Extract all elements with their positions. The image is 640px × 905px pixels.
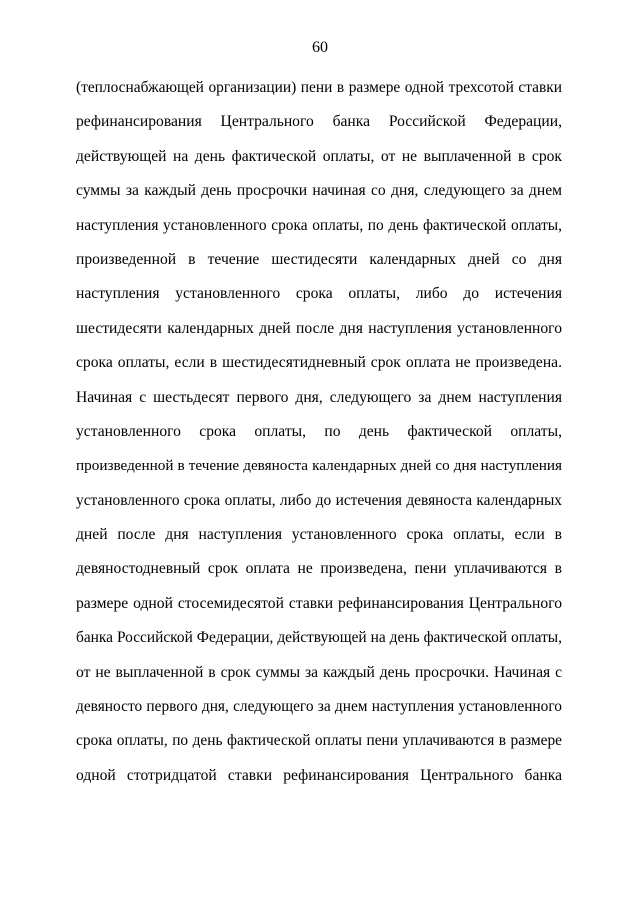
text-line-9: срока оплаты, если в шестидесятидневный срок оплата не произведена. bbox=[76, 354, 562, 372]
text-line-12: произведенной в течение девяноста календарных дней со дня наступления bbox=[76, 457, 562, 475]
text-line-14: дней после дня наступления установленного срока оплаты, если в bbox=[76, 526, 562, 544]
text-line-8: шестидесяти календарных дней после дня наступления установленного bbox=[76, 319, 562, 337]
text-line-13: установленного срока оплаты, либо до истечения девяноста календарных bbox=[76, 491, 562, 509]
text-line-3: действующей на день фактической оплаты, от не выплаченной в срок bbox=[76, 147, 562, 165]
text-line-16: размере одной стосемидесятой ставки рефинансирования Центрального bbox=[76, 594, 562, 612]
text-line-7: наступления установленного срока оплаты, либо до истечения bbox=[76, 285, 562, 303]
text-line-1: (теплоснабжающей организации) пени в размере одной трехсотой ставки bbox=[76, 79, 562, 96]
text-line-18: от не выплаченной в срок суммы за каждый день просрочки. Начиная с bbox=[76, 663, 562, 681]
text-line-17: банка Российской Федерации, действующей на день фактической оплаты, bbox=[76, 629, 562, 647]
text-line-21: одной стотридцатой ставки рефинансирования Центрального банка bbox=[76, 766, 562, 784]
text-line-15: девяностодневный срок оплата не произведена, пени уплачиваются в bbox=[76, 560, 562, 578]
text-line-2: рефинансирования Центрального банка Российской Федерации, bbox=[76, 113, 562, 131]
text-line-20: срока оплаты, по день фактической оплаты пени уплачиваются в размере bbox=[76, 732, 562, 750]
text-line-10: Начиная с шестьдесят первого дня, следующего за днем наступления bbox=[76, 388, 562, 406]
page-number: 60 bbox=[312, 39, 328, 56]
text-line-6: произведенной в течение шестидесяти календарных дней со дня bbox=[76, 250, 562, 268]
text-line-5: наступления установленного срока оплаты, по день фактической оплаты, bbox=[76, 216, 562, 234]
body-text bbox=[76, 73, 562, 795]
text-line-11: установленного срока оплаты, по день фактической оплаты, bbox=[76, 422, 562, 440]
text-line-19: девяносто первого дня, следующего за днем наступления установленного bbox=[76, 698, 562, 716]
text-line-4: суммы за каждый день просрочки начиная со дня, следующего за днем bbox=[76, 182, 562, 200]
